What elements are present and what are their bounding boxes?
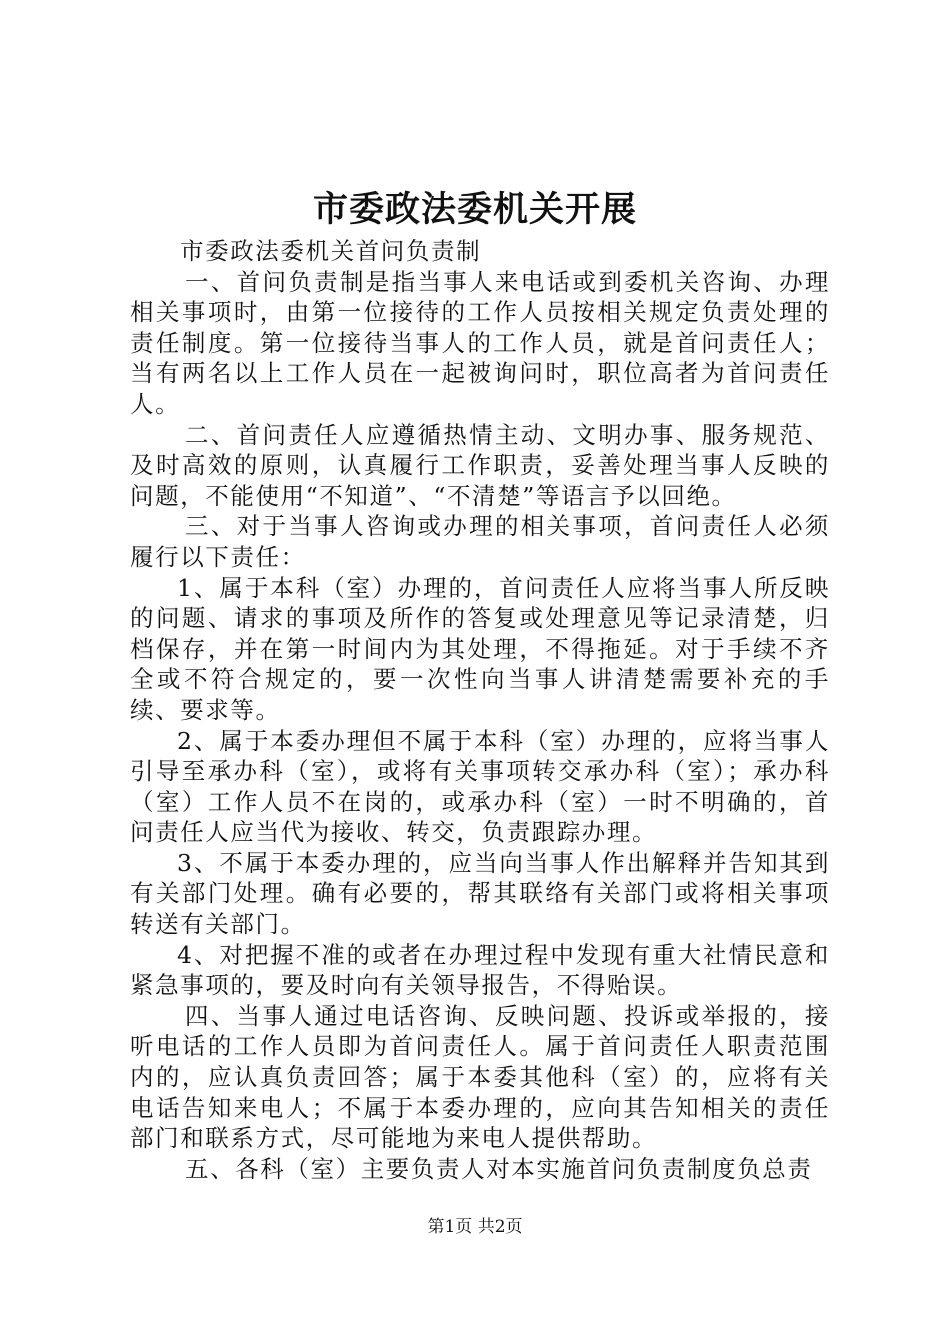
document-title: 市委政法委机关开展	[312, 189, 637, 230]
item-1-paragraph: 1、属于本科（室）办理的，首问责任人应将当事人所反映的问题、请求的事项及所作的答复或处理意见等记录清楚，归档保存，并在第一时间内为其处理，不得拖延。对于手续不齐全或不符合规定的，要一次性向当事人讲清楚需要补充的手续、要求等。	[130, 573, 830, 724]
subtitle-paragraph: 市委政法委机关首问负责制	[180, 237, 482, 265]
section-2-paragraph: 二、首问责任人应遵循热情主动、文明办事、服务规范、及时高效的原则，认真履行工作职责，妥善处理当事人反映的问题，不能使用“不知道”、“不清楚”等语言予以回绝。	[130, 420, 830, 510]
page-number-footer: 第1页 共2页	[427, 1217, 523, 1237]
section-1-paragraph: 一、首问负责制是指当事人来电话或到委机关咨询、办理相关事项时，由第一位接待的工作人员按相关规定负责处理的责任制度。第一位接待当事人的工作人员，就是首问责任人；当有两名以上工作人员在一起被询问时，职位高者为首问责任人。	[130, 267, 830, 418]
section-3-paragraph: 三、对于当事人咨询或办理的相关事项，首问责任人必须履行以下责任：	[130, 512, 830, 571]
item-4-paragraph: 4、对把握不准的或者在办理过程中发现有重大社情民意和紧急事项的，要及时向有关领导报告，不得贻误。	[130, 940, 830, 1000]
item-3-paragraph: 3、不属于本委办理的，应当向当事人作出解释并告知其到有关部门处理。确有必要的，帮其联络有关部门或将相关事项转送有关部门。	[130, 848, 830, 939]
section-5-paragraph: 五、各科（室）主要负责人对本实施首问负责制度负总责	[185, 1154, 813, 1183]
document-body	[130, 236, 830, 1184]
section-4-paragraph: 四、当事人通过电话咨询、反映问题、投诉或举报的，接听电话的工作人员即为首问责任人。属于首问责任人职责范围内的，应认真负责回答；属于本委其他科（室）的，应将有关电话告知来电人；不属于本委办理的，应向其告知相关的责任部门和联系方式，尽可能地为来电人提供帮助。	[130, 1001, 830, 1153]
item-2-paragraph: 2、属于本委办理但不属于本科（室）办理的，应将当事人引导至承办科（室），或将有关事项转交承办科（室）；承办科（室）工作人员不在岗的，或承办科（室）一时不明确的，首问责任人应当代为接收、转交，负责跟踪办理。	[130, 726, 830, 847]
